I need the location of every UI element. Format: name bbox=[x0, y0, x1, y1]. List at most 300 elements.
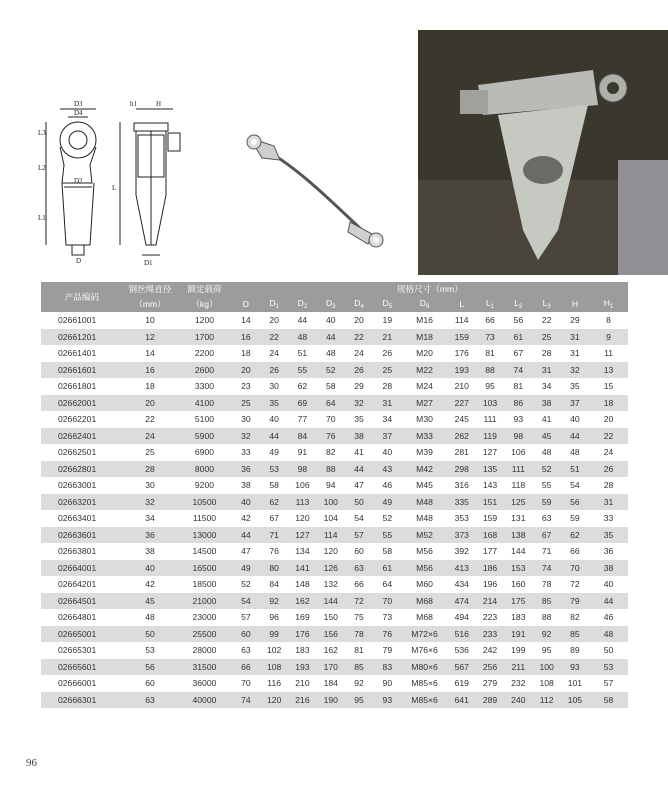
table-cell: M22 bbox=[401, 362, 447, 379]
table-cell: 156 bbox=[317, 626, 345, 643]
table-cell: 02661801 bbox=[41, 378, 123, 395]
page-number: 96 bbox=[26, 757, 37, 769]
table-cell: 02662001 bbox=[41, 395, 123, 412]
table-cell: 44 bbox=[317, 329, 345, 346]
table-cell: 56 bbox=[504, 312, 532, 329]
table-cell: 88 bbox=[532, 609, 560, 626]
table-cell: 82 bbox=[561, 609, 589, 626]
table-cell: 70 bbox=[373, 593, 401, 610]
table-cell: 214 bbox=[476, 593, 504, 610]
table-cell: 71 bbox=[532, 543, 560, 560]
table-cell: 106 bbox=[504, 444, 532, 461]
table-cell: 44 bbox=[232, 527, 260, 544]
table-cell: 66 bbox=[476, 312, 504, 329]
technical-drawing bbox=[38, 95, 218, 270]
table-cell: 45 bbox=[532, 428, 560, 445]
table-cell: 38 bbox=[532, 395, 560, 412]
table-cell: 100 bbox=[317, 494, 345, 511]
table-cell: 99 bbox=[260, 626, 288, 643]
table-cell: 160 bbox=[504, 576, 532, 593]
table-cell: 81 bbox=[345, 642, 373, 659]
table-cell: 41 bbox=[532, 411, 560, 428]
table-cell: 150 bbox=[317, 609, 345, 626]
table-cell: 131 bbox=[504, 510, 532, 527]
table-cell: 20 bbox=[232, 362, 260, 379]
table-row bbox=[41, 345, 628, 362]
header-dim bbox=[288, 296, 316, 312]
table-cell: 25 bbox=[232, 395, 260, 412]
header-dim bbox=[345, 296, 373, 312]
table-cell: 373 bbox=[448, 527, 476, 544]
table-cell: 40 bbox=[373, 444, 401, 461]
table-cell: 15 bbox=[589, 378, 628, 395]
table-cell: 193 bbox=[288, 659, 316, 676]
table-cell: 18 bbox=[123, 378, 177, 395]
table-cell: 11500 bbox=[177, 510, 231, 527]
table-cell: 48 bbox=[532, 444, 560, 461]
table-cell: 22 bbox=[589, 428, 628, 445]
table-cell: 31500 bbox=[177, 659, 231, 676]
table-cell: 135 bbox=[476, 461, 504, 478]
table-cell: 29 bbox=[345, 378, 373, 395]
table-cell: 168 bbox=[476, 527, 504, 544]
table-cell: 63 bbox=[232, 642, 260, 659]
table-cell: 25 bbox=[532, 329, 560, 346]
header-dim-sub: 2 bbox=[519, 304, 523, 310]
label-d1: D1 bbox=[144, 259, 153, 267]
table-cell: 35 bbox=[561, 378, 589, 395]
table-row bbox=[41, 593, 628, 610]
table-cell: 12 bbox=[123, 329, 177, 346]
table-cell: M48 bbox=[401, 494, 447, 511]
table-cell: 16500 bbox=[177, 560, 231, 577]
table-cell: 26 bbox=[589, 461, 628, 478]
table-cell: 62 bbox=[561, 527, 589, 544]
table-cell: 116 bbox=[260, 675, 288, 692]
label-d4: D4 bbox=[74, 109, 83, 117]
table-cell: 516 bbox=[448, 626, 476, 643]
table-cell: 193 bbox=[448, 362, 476, 379]
table-cell: 5100 bbox=[177, 411, 231, 428]
table-cell: 25500 bbox=[177, 626, 231, 643]
table-row bbox=[41, 576, 628, 593]
header-dims-title: 规格尺寸（mm） bbox=[232, 282, 628, 296]
header-dim-sub: 3 bbox=[332, 304, 336, 310]
table-cell: 55 bbox=[532, 477, 560, 494]
table-cell: 96 bbox=[260, 609, 288, 626]
table-cell: 10500 bbox=[177, 494, 231, 511]
specification-table bbox=[41, 282, 628, 708]
table-cell: 240 bbox=[504, 692, 532, 709]
table-cell: 120 bbox=[317, 543, 345, 560]
table-cell: M56 bbox=[401, 560, 447, 577]
table-cell: 413 bbox=[448, 560, 476, 577]
header-dim-main: L bbox=[542, 298, 548, 308]
table-cell: 14 bbox=[123, 345, 177, 362]
table-cell: 18 bbox=[589, 395, 628, 412]
table-cell: 60 bbox=[123, 675, 177, 692]
table-cell: 57 bbox=[232, 609, 260, 626]
table-cell: 262 bbox=[448, 428, 476, 445]
table-cell: 30 bbox=[260, 378, 288, 395]
table-cell: 80 bbox=[260, 560, 288, 577]
table-cell: 127 bbox=[288, 527, 316, 544]
header-dim-main: H bbox=[571, 299, 579, 309]
table-cell: 28 bbox=[589, 477, 628, 494]
table-cell: 70 bbox=[561, 560, 589, 577]
table-cell: 02664201 bbox=[41, 576, 123, 593]
table-cell: M39 bbox=[401, 444, 447, 461]
table-cell: 392 bbox=[448, 543, 476, 560]
table-cell: 159 bbox=[448, 329, 476, 346]
table-cell: 29 bbox=[561, 312, 589, 329]
table-cell: 92 bbox=[532, 626, 560, 643]
table-cell: 54 bbox=[345, 510, 373, 527]
table-cell: 353 bbox=[448, 510, 476, 527]
table-cell: 118 bbox=[504, 477, 532, 494]
table-cell: 44 bbox=[589, 593, 628, 610]
table-cell: 31 bbox=[561, 345, 589, 362]
table-cell: 125 bbox=[504, 494, 532, 511]
table-cell: 84 bbox=[288, 428, 316, 445]
table-row bbox=[41, 428, 628, 445]
table-cell: M20 bbox=[401, 345, 447, 362]
table-cell: 33 bbox=[232, 444, 260, 461]
table-cell: 34 bbox=[373, 411, 401, 428]
table-cell: 44 bbox=[561, 428, 589, 445]
table-cell: M85×6 bbox=[401, 675, 447, 692]
table-cell: 114 bbox=[317, 527, 345, 544]
table-cell: 32 bbox=[561, 362, 589, 379]
table-cell: 49 bbox=[373, 494, 401, 511]
table-cell: M76×6 bbox=[401, 642, 447, 659]
table-cell: 46 bbox=[589, 609, 628, 626]
table-cell: 111 bbox=[476, 411, 504, 428]
header-diameter-title: 钢丝绳直径 bbox=[123, 282, 177, 296]
table-cell: 63 bbox=[532, 510, 560, 527]
table-cell: 73 bbox=[476, 329, 504, 346]
header-dim-main: D bbox=[269, 298, 276, 308]
table-cell: 36 bbox=[232, 461, 260, 478]
table-cell: 111 bbox=[504, 461, 532, 478]
table-cell: 91 bbox=[288, 444, 316, 461]
table-cell: 88 bbox=[476, 362, 504, 379]
table-row bbox=[41, 444, 628, 461]
table-cell: 186 bbox=[476, 560, 504, 577]
label-d3: D3 bbox=[74, 100, 83, 108]
table-cell: 85 bbox=[561, 626, 589, 643]
table-cell: 02663201 bbox=[41, 494, 123, 511]
table-cell: 216 bbox=[288, 692, 316, 709]
table-cell: 49 bbox=[232, 560, 260, 577]
table-cell: 32 bbox=[232, 428, 260, 445]
table-cell: 183 bbox=[288, 642, 316, 659]
table-cell: 48 bbox=[317, 345, 345, 362]
table-cell: 58 bbox=[260, 477, 288, 494]
table-cell: M24 bbox=[401, 378, 447, 395]
header-load-title: 额定载荷 bbox=[177, 282, 231, 296]
table-cell: 31 bbox=[561, 329, 589, 346]
table-cell: 14 bbox=[232, 312, 260, 329]
table-cell: 143 bbox=[476, 477, 504, 494]
table-cell: 144 bbox=[504, 543, 532, 560]
table-cell: 434 bbox=[448, 576, 476, 593]
table-cell: 101 bbox=[561, 675, 589, 692]
table-cell: M68 bbox=[401, 593, 447, 610]
table-cell: 51 bbox=[561, 461, 589, 478]
table-cell: 223 bbox=[476, 609, 504, 626]
table-cell: 24 bbox=[589, 444, 628, 461]
table-cell: 11 bbox=[589, 345, 628, 362]
table-cell: 148 bbox=[288, 576, 316, 593]
table-cell: 02662201 bbox=[41, 411, 123, 428]
table-cell: 3300 bbox=[177, 378, 231, 395]
table-cell: 53 bbox=[123, 642, 177, 659]
table-cell: 72 bbox=[345, 593, 373, 610]
table-cell: 60 bbox=[232, 626, 260, 643]
table-cell: 196 bbox=[476, 576, 504, 593]
table-cell: 26 bbox=[345, 362, 373, 379]
table-cell: 57 bbox=[589, 675, 628, 692]
table-cell: 02662501 bbox=[41, 444, 123, 461]
table-cell: 86 bbox=[504, 395, 532, 412]
table-cell: 02665001 bbox=[41, 626, 123, 643]
table-cell: 31 bbox=[373, 395, 401, 412]
table-cell: 103 bbox=[476, 395, 504, 412]
table-cell: 34 bbox=[123, 510, 177, 527]
table-cell: 279 bbox=[476, 675, 504, 692]
table-cell: M27 bbox=[401, 395, 447, 412]
table-cell: 641 bbox=[448, 692, 476, 709]
table-cell: 18 bbox=[232, 345, 260, 362]
table-cell: 175 bbox=[504, 593, 532, 610]
table-cell: 176 bbox=[288, 626, 316, 643]
table-cell: 56 bbox=[561, 494, 589, 511]
table-cell: 227 bbox=[448, 395, 476, 412]
table-cell: 79 bbox=[373, 642, 401, 659]
table-cell: 55 bbox=[373, 527, 401, 544]
table-cell: 619 bbox=[448, 675, 476, 692]
table-cell: 35 bbox=[589, 527, 628, 544]
table-cell: 210 bbox=[448, 378, 476, 395]
table-row bbox=[41, 329, 628, 346]
table-cell: 79 bbox=[561, 593, 589, 610]
table-cell: 112 bbox=[532, 692, 560, 709]
table-cell: 49 bbox=[260, 444, 288, 461]
table-cell: 40 bbox=[260, 411, 288, 428]
table-cell: 55 bbox=[288, 362, 316, 379]
table-cell: 60 bbox=[345, 543, 373, 560]
table-cell: 93 bbox=[504, 411, 532, 428]
table-cell: M18 bbox=[401, 329, 447, 346]
table-cell: M16 bbox=[401, 312, 447, 329]
table-cell: 20 bbox=[123, 395, 177, 412]
table-cell: 22 bbox=[260, 329, 288, 346]
label-h: H bbox=[156, 100, 162, 108]
table-cell: 170 bbox=[317, 659, 345, 676]
table-cell: 02665601 bbox=[41, 659, 123, 676]
table-cell: 105 bbox=[561, 692, 589, 709]
table-cell: 02663801 bbox=[41, 543, 123, 560]
table-cell: 13 bbox=[589, 362, 628, 379]
table-cell: 138 bbox=[504, 527, 532, 544]
header-dim-main: H bbox=[603, 298, 610, 308]
table-cell: 63 bbox=[123, 692, 177, 709]
table-cell: 40 bbox=[561, 411, 589, 428]
table-cell: 53 bbox=[589, 659, 628, 676]
table-cell: 61 bbox=[373, 560, 401, 577]
table-cell: 58 bbox=[589, 692, 628, 709]
table-cell: 281 bbox=[448, 444, 476, 461]
table-cell: 21 bbox=[373, 329, 401, 346]
table-cell: 2200 bbox=[177, 345, 231, 362]
header-dim-main: D bbox=[242, 299, 249, 309]
table-cell: 9 bbox=[589, 329, 628, 346]
table-cell: 64 bbox=[373, 576, 401, 593]
header-dim-main: D bbox=[325, 298, 333, 308]
table-cell: 47 bbox=[232, 543, 260, 560]
table-cell: 52 bbox=[232, 576, 260, 593]
table-cell: 57 bbox=[345, 527, 373, 544]
header-dim bbox=[317, 296, 345, 312]
table-cell: 22 bbox=[123, 411, 177, 428]
table-cell: 20 bbox=[345, 312, 373, 329]
table-cell: 159 bbox=[476, 510, 504, 527]
label-d: D bbox=[76, 257, 82, 265]
table-cell: 22 bbox=[532, 312, 560, 329]
table-cell: 108 bbox=[532, 675, 560, 692]
table-cell: 47 bbox=[345, 477, 373, 494]
table-cell: 48 bbox=[123, 609, 177, 626]
table-cell: 23 bbox=[232, 378, 260, 395]
table-cell: 63 bbox=[345, 560, 373, 577]
table-cell: 10 bbox=[123, 312, 177, 329]
table-row bbox=[41, 527, 628, 544]
header-dim bbox=[401, 296, 447, 312]
product-photo bbox=[418, 30, 668, 275]
table-cell: 02663001 bbox=[41, 477, 123, 494]
header-dim-sub: 1 bbox=[609, 304, 614, 310]
table-cell: 184 bbox=[317, 675, 345, 692]
table-cell: 02664501 bbox=[41, 593, 123, 610]
header-dim-main: D bbox=[354, 298, 361, 308]
table-row bbox=[41, 692, 628, 709]
table-cell: 31 bbox=[589, 494, 628, 511]
table-cell: 02663401 bbox=[41, 510, 123, 527]
table-cell: 56 bbox=[123, 659, 177, 676]
table-cell: 95 bbox=[476, 378, 504, 395]
table-cell: 232 bbox=[504, 675, 532, 692]
table-cell: 81 bbox=[504, 378, 532, 395]
table-cell: 75 bbox=[345, 609, 373, 626]
table-cell: 02661601 bbox=[41, 362, 123, 379]
table-cell: 52 bbox=[317, 362, 345, 379]
table-cell: 169 bbox=[288, 609, 316, 626]
label-l2: L2 bbox=[38, 164, 46, 172]
table-cell: 104 bbox=[317, 510, 345, 527]
table-cell: 1700 bbox=[177, 329, 231, 346]
table-cell: 36 bbox=[589, 543, 628, 560]
header-dim bbox=[232, 296, 260, 312]
table-cell: 83 bbox=[373, 659, 401, 676]
table-cell: 25 bbox=[373, 362, 401, 379]
table-cell: 335 bbox=[448, 494, 476, 511]
table-cell: 108 bbox=[260, 659, 288, 676]
table-cell: 151 bbox=[476, 494, 504, 511]
table-cell: 40 bbox=[123, 560, 177, 577]
table-cell: 95 bbox=[532, 642, 560, 659]
header-dim-main: D bbox=[419, 298, 426, 308]
table-cell: M56 bbox=[401, 543, 447, 560]
table-cell: 24 bbox=[123, 428, 177, 445]
table-cell: 59 bbox=[532, 494, 560, 511]
table-cell: 36000 bbox=[177, 675, 231, 692]
table-cell: 474 bbox=[448, 593, 476, 610]
table-row bbox=[41, 461, 628, 478]
table-cell: 16 bbox=[123, 362, 177, 379]
header-dim bbox=[448, 296, 476, 312]
header-dim bbox=[260, 296, 288, 312]
table-cell: 316 bbox=[448, 477, 476, 494]
header-dim bbox=[532, 296, 560, 312]
table-cell: 48 bbox=[288, 329, 316, 346]
table-cell: 76 bbox=[317, 428, 345, 445]
table-row bbox=[41, 543, 628, 560]
table-cell: 190 bbox=[317, 692, 345, 709]
table-cell: 02662401 bbox=[41, 428, 123, 445]
table-cell: 134 bbox=[288, 543, 316, 560]
table-cell: 78 bbox=[532, 576, 560, 593]
header-dim-sub: 6 bbox=[425, 304, 430, 310]
table-cell: 95 bbox=[345, 692, 373, 709]
table-cell: M80×6 bbox=[401, 659, 447, 676]
table-cell: 88 bbox=[317, 461, 345, 478]
table-cell: 74 bbox=[504, 362, 532, 379]
table-cell: 30 bbox=[232, 411, 260, 428]
table-cell: 245 bbox=[448, 411, 476, 428]
label-l: L bbox=[112, 184, 117, 192]
table-cell: 76 bbox=[373, 626, 401, 643]
table-cell: 199 bbox=[504, 642, 532, 659]
table-cell: 92 bbox=[260, 593, 288, 610]
table-cell: 62 bbox=[260, 494, 288, 511]
table-cell: 66 bbox=[345, 576, 373, 593]
table-cell: 2600 bbox=[177, 362, 231, 379]
table-cell: 54 bbox=[561, 477, 589, 494]
table-cell: 494 bbox=[448, 609, 476, 626]
table-cell: 132 bbox=[317, 576, 345, 593]
table-cell: 20 bbox=[589, 411, 628, 428]
table-cell: 50 bbox=[589, 642, 628, 659]
table-cell: 51 bbox=[288, 345, 316, 362]
table-cell: 183 bbox=[504, 609, 532, 626]
table-cell: 1200 bbox=[177, 312, 231, 329]
table-cell: 28 bbox=[373, 378, 401, 395]
table-cell: 31 bbox=[532, 362, 560, 379]
table-cell: 54 bbox=[232, 593, 260, 610]
table-cell: 93 bbox=[373, 692, 401, 709]
table-cell: 53 bbox=[260, 461, 288, 478]
table-cell: 98 bbox=[288, 461, 316, 478]
header-load-unit: （kg） bbox=[177, 296, 231, 312]
table-cell: 126 bbox=[317, 560, 345, 577]
table-cell: 176 bbox=[448, 345, 476, 362]
table-row bbox=[41, 626, 628, 643]
table-cell: 94 bbox=[317, 477, 345, 494]
table-cell: 567 bbox=[448, 659, 476, 676]
table-cell: 67 bbox=[260, 510, 288, 527]
table-cell: 289 bbox=[476, 692, 504, 709]
